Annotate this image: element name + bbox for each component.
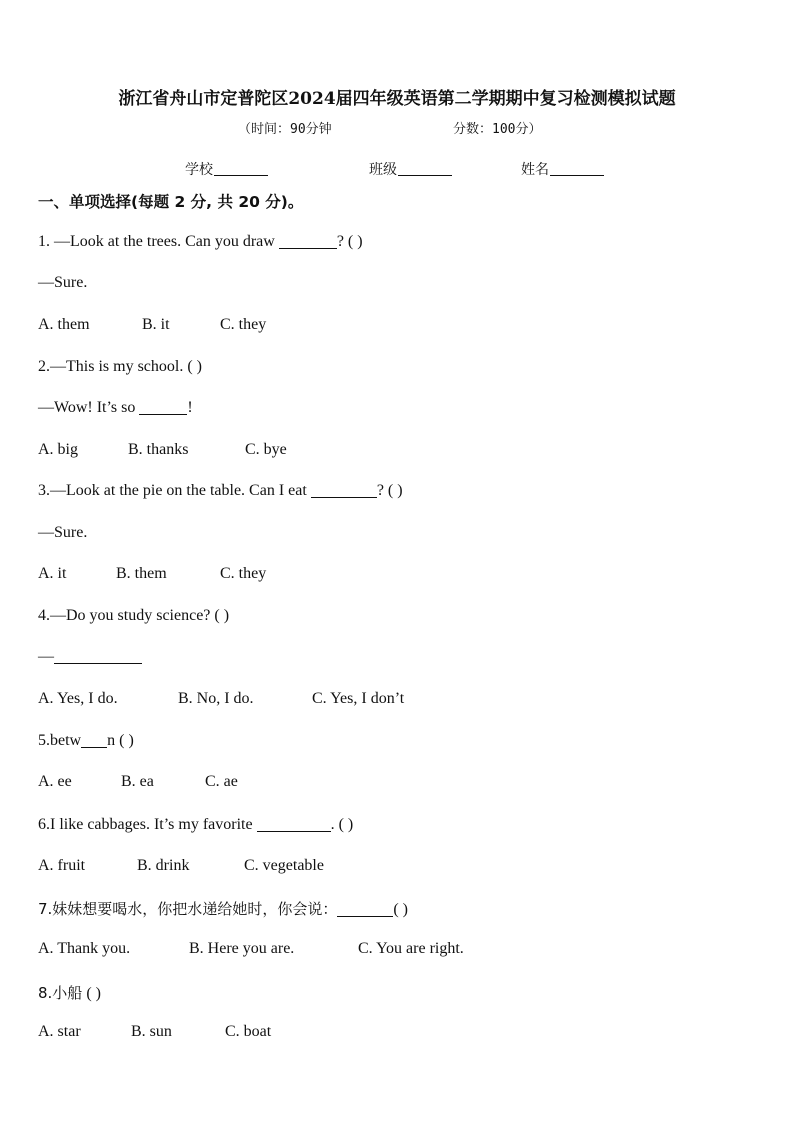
question-3-paren: ? ( ) [376,482,403,499]
question-5-paren: n ( ) [107,732,134,749]
class-field[interactable] [369,159,452,179]
question-8 [38,982,101,1003]
question-6-text: 6.I like cabbages. It’s my favorite [38,816,253,833]
exam-score: 分数：100分） [453,122,542,137]
question-4-blank[interactable] [54,648,142,664]
name-blank[interactable] [550,161,604,176]
question-7-paren: ( ) [393,901,408,918]
option-b[interactable]: B. No, I do. [178,690,254,707]
question-1 [38,233,363,251]
option-c[interactable]: C. You are right. [358,940,464,957]
question-1-blank[interactable] [279,233,337,249]
option-a[interactable]: A. fruit [38,857,86,874]
question-8-text: 8.小船 [38,984,83,1002]
question-6-paren: . ( ) [330,816,354,833]
question-4-dash: — [38,648,54,665]
option-a[interactable]: A. Thank you. [38,940,131,957]
section-heading: 一、单项选择(每题 2 分, 共 20 分)。 [38,193,304,211]
option-b[interactable]: B. it [142,316,170,333]
question-1-answer: —Sure. [38,274,88,291]
question-3-blank[interactable] [311,482,377,498]
class-blank[interactable] [398,161,452,176]
question-5-options [38,773,238,791]
option-c[interactable]: C. they [220,316,267,333]
option-c[interactable]: C. bye [245,441,287,458]
exam-title: 浙江省舟山市定普陀区2024届四年级英语第二学期期中复习检测模拟试题 [118,89,676,109]
option-c[interactable]: C. Yes, I don’t [312,690,405,707]
question-1-options [38,316,266,334]
exam-time: （时间：90分钟 [238,122,332,137]
option-a[interactable]: A. it [38,565,67,582]
question-6-options [38,857,324,875]
name-field[interactable] [521,159,604,179]
school-blank[interactable] [214,161,268,176]
question-7 [38,898,408,919]
question-2-options [38,441,287,459]
question-5 [38,732,134,750]
question-2-answer [38,399,193,417]
class-label: 班级 [369,162,397,178]
question-4: 4.—Do you study science? ( ) [38,607,230,624]
option-a[interactable]: A. ee [38,773,72,790]
question-5-text: 5.betw [38,732,82,749]
question-3-answer: —Sure. [38,524,88,541]
question-2-answer-text: —Wow! It’s so [38,399,136,416]
question-3-text: 3.—Look at the pie on the table. Can I eat [38,482,307,499]
option-a[interactable]: A. big [38,441,78,458]
question-6 [38,816,353,834]
option-c[interactable]: C. boat [225,1023,272,1040]
name-label: 姓名 [521,162,549,178]
option-b[interactable]: B. Here you are. [189,940,295,957]
question-5-blank[interactable] [81,732,107,748]
question-8-options [38,1023,271,1041]
question-3 [38,482,403,500]
question-1-paren: ? ( ) [336,233,363,250]
question-8-paren: ( ) [86,985,101,1002]
question-4-answer [38,648,142,666]
option-b[interactable]: B. sun [131,1023,172,1040]
question-7-options [38,940,464,958]
question-7-blank[interactable] [337,901,393,917]
option-a[interactable]: A. star [38,1023,81,1040]
option-b[interactable]: B. them [116,565,167,582]
question-3-options [38,565,266,583]
option-c[interactable]: C. they [220,565,267,582]
question-2-blank[interactable] [139,399,187,415]
question-7-text: 7.妹妹想要喝水，你把水递给她时，你会说： [38,900,338,918]
option-c[interactable]: C. ae [205,773,238,790]
option-a[interactable]: A. them [38,316,90,333]
option-c[interactable]: C. vegetable [244,857,324,874]
option-a[interactable]: A. Yes, I do. [38,690,118,707]
question-2-exclaim: ! [187,399,193,416]
question-2: 2.—This is my school. ( ) [38,358,202,375]
question-6-blank[interactable] [257,816,331,832]
question-4-options [38,690,404,708]
option-b[interactable]: B. drink [137,857,190,874]
option-b[interactable]: B. ea [121,773,154,790]
school-label: 学校 [185,162,213,178]
option-b[interactable]: B. thanks [128,441,189,458]
school-field[interactable] [185,159,268,179]
question-1-text: 1. —Look at the trees. Can you draw [38,233,275,250]
student-info-fields [0,159,794,181]
